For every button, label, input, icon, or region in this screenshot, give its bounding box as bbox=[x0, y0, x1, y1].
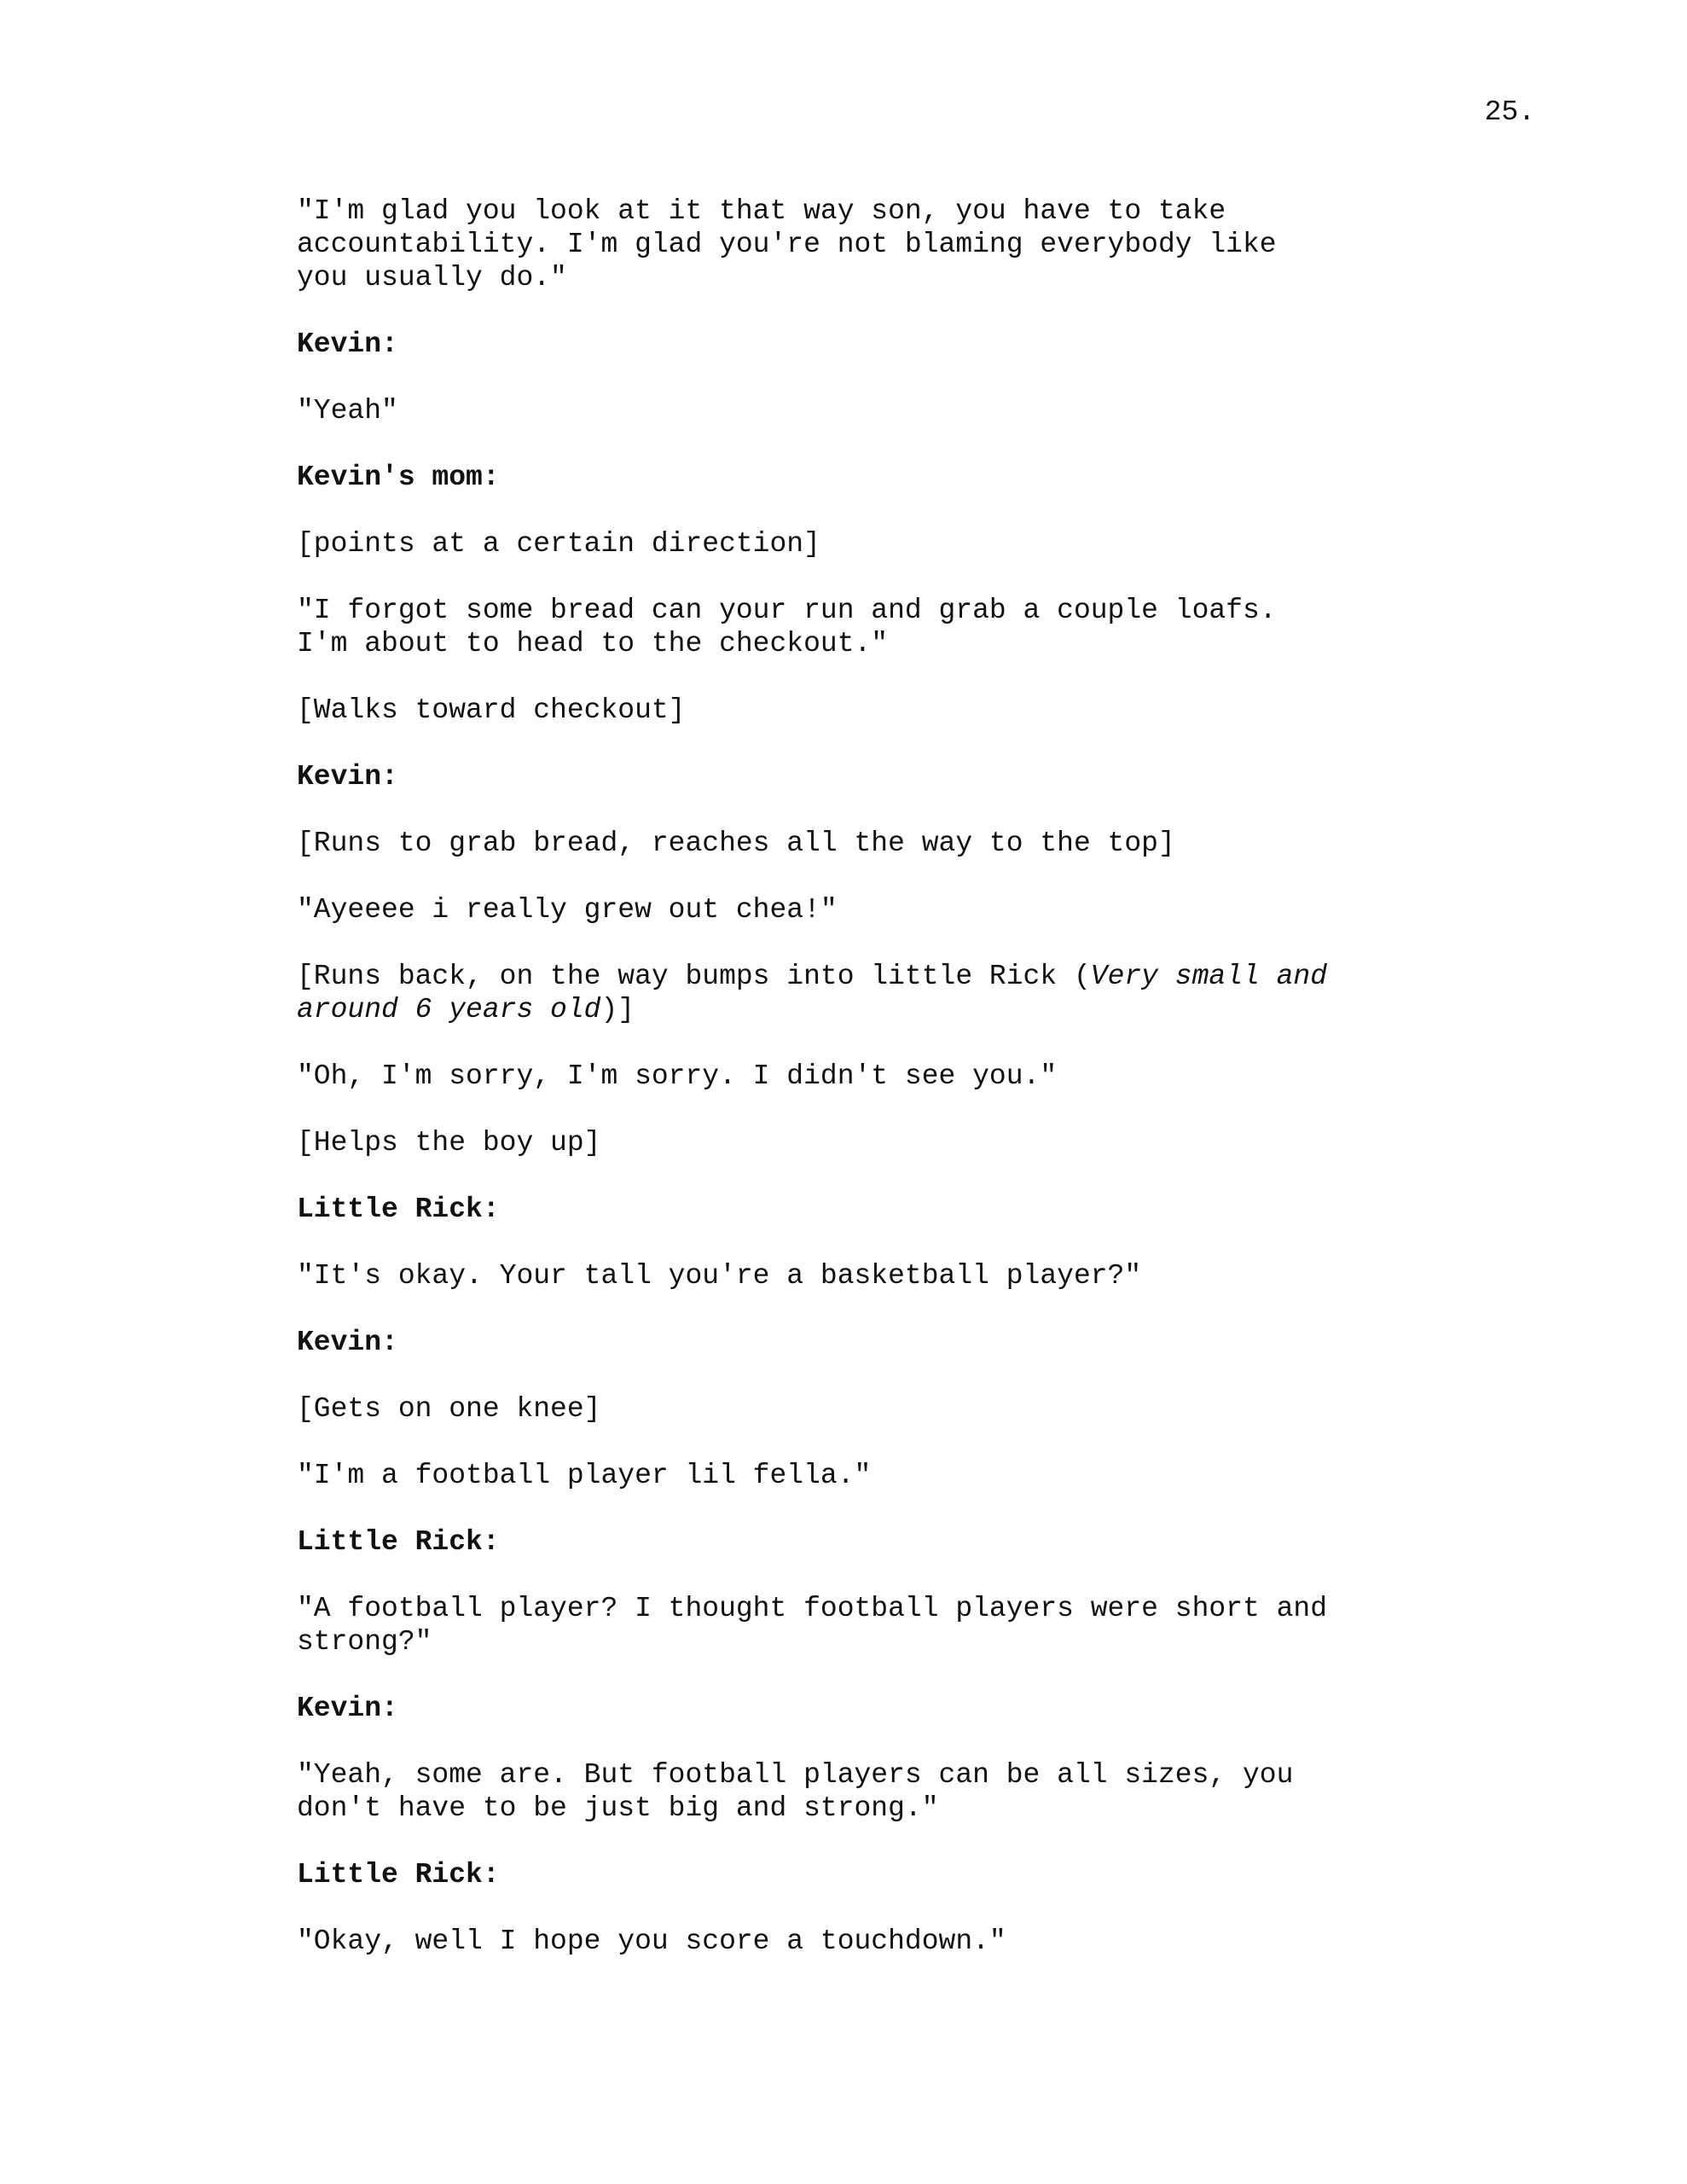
speaker-name: Kevin's mom: bbox=[297, 462, 500, 493]
dialogue-block bbox=[297, 1758, 1508, 1825]
dialogue-line: "Yeah" bbox=[297, 395, 398, 427]
dialogue-line: you usually do." bbox=[297, 262, 567, 293]
speaker-name: Kevin: bbox=[297, 1693, 398, 1724]
dialogue-block bbox=[297, 1060, 1508, 1093]
action-line: [Gets on one knee] bbox=[297, 1393, 601, 1425]
action-line: [Helps the boy up] bbox=[297, 1127, 601, 1159]
action-text: [Runs back, on the way bumps into little Rick ( bbox=[297, 961, 1091, 992]
action-line: [Runs to grab bread, reaches all the way to the top] bbox=[297, 828, 1175, 859]
dialogue-line: accountability. I'm glad you're not blaming everybody like bbox=[297, 229, 1277, 260]
action-line: [points at a certain direction] bbox=[297, 528, 820, 560]
dialogue-line: "Ayeeee i really grew out chea!" bbox=[297, 894, 838, 926]
dialogue-line: "I'm glad you look at it that way son, you have to take bbox=[297, 195, 1226, 227]
dialogue-line: "I forgot some bread can your run and grab a couple loafs. bbox=[297, 595, 1277, 626]
dialogue-line: "I'm a football player lil fella." bbox=[297, 1460, 872, 1491]
action-block bbox=[297, 827, 1508, 860]
action-text: )] bbox=[600, 994, 635, 1025]
dialogue-line: strong?" bbox=[297, 1626, 432, 1658]
page-number: 25. bbox=[1484, 96, 1535, 128]
action-line: [Walks toward checkout] bbox=[297, 694, 686, 726]
dialogue-block bbox=[297, 1459, 1508, 1492]
action-italic-text: Very small and bbox=[1090, 961, 1328, 992]
script-body bbox=[297, 195, 1508, 1991]
speaker-name: Kevin: bbox=[297, 1327, 398, 1358]
dialogue-line: I'm about to head to the checkout." bbox=[297, 628, 889, 659]
action-block bbox=[297, 527, 1508, 561]
dialogue-line: "Oh, I'm sorry, I'm sorry. I didn't see you." bbox=[297, 1060, 1058, 1092]
dialogue-block bbox=[297, 1925, 1508, 1958]
action-block bbox=[297, 960, 1508, 1026]
dialogue-line: don't have to be just big and strong." bbox=[297, 1792, 939, 1824]
speaker-name: Little Rick: bbox=[297, 1859, 500, 1891]
action-block bbox=[297, 1126, 1508, 1159]
dialogue-block bbox=[297, 594, 1508, 660]
action-italic-text: around 6 years old bbox=[297, 994, 601, 1025]
action-block bbox=[297, 1392, 1508, 1426]
action-block bbox=[297, 694, 1508, 727]
speaker-name: Little Rick: bbox=[297, 1526, 500, 1558]
dialogue-line: "A football player? I thought football players were short and bbox=[297, 1593, 1327, 1624]
dialogue-block bbox=[297, 893, 1508, 926]
dialogue-line: "It's okay. Your tall you're a basketball player?" bbox=[297, 1260, 1142, 1292]
dialogue-block bbox=[297, 394, 1508, 427]
dialogue-line: "Okay, well I hope you score a touchdown." bbox=[297, 1926, 1006, 1957]
speaker-name: Little Rick: bbox=[297, 1194, 500, 1225]
dialogue-block bbox=[297, 1592, 1508, 1658]
dialogue-line: "Yeah, some are. But football players can be all sizes, you bbox=[297, 1759, 1294, 1791]
speaker-name: Kevin: bbox=[297, 328, 398, 360]
dialogue-block bbox=[297, 195, 1508, 294]
speaker-name: Kevin: bbox=[297, 761, 398, 793]
dialogue-block bbox=[297, 1259, 1508, 1292]
